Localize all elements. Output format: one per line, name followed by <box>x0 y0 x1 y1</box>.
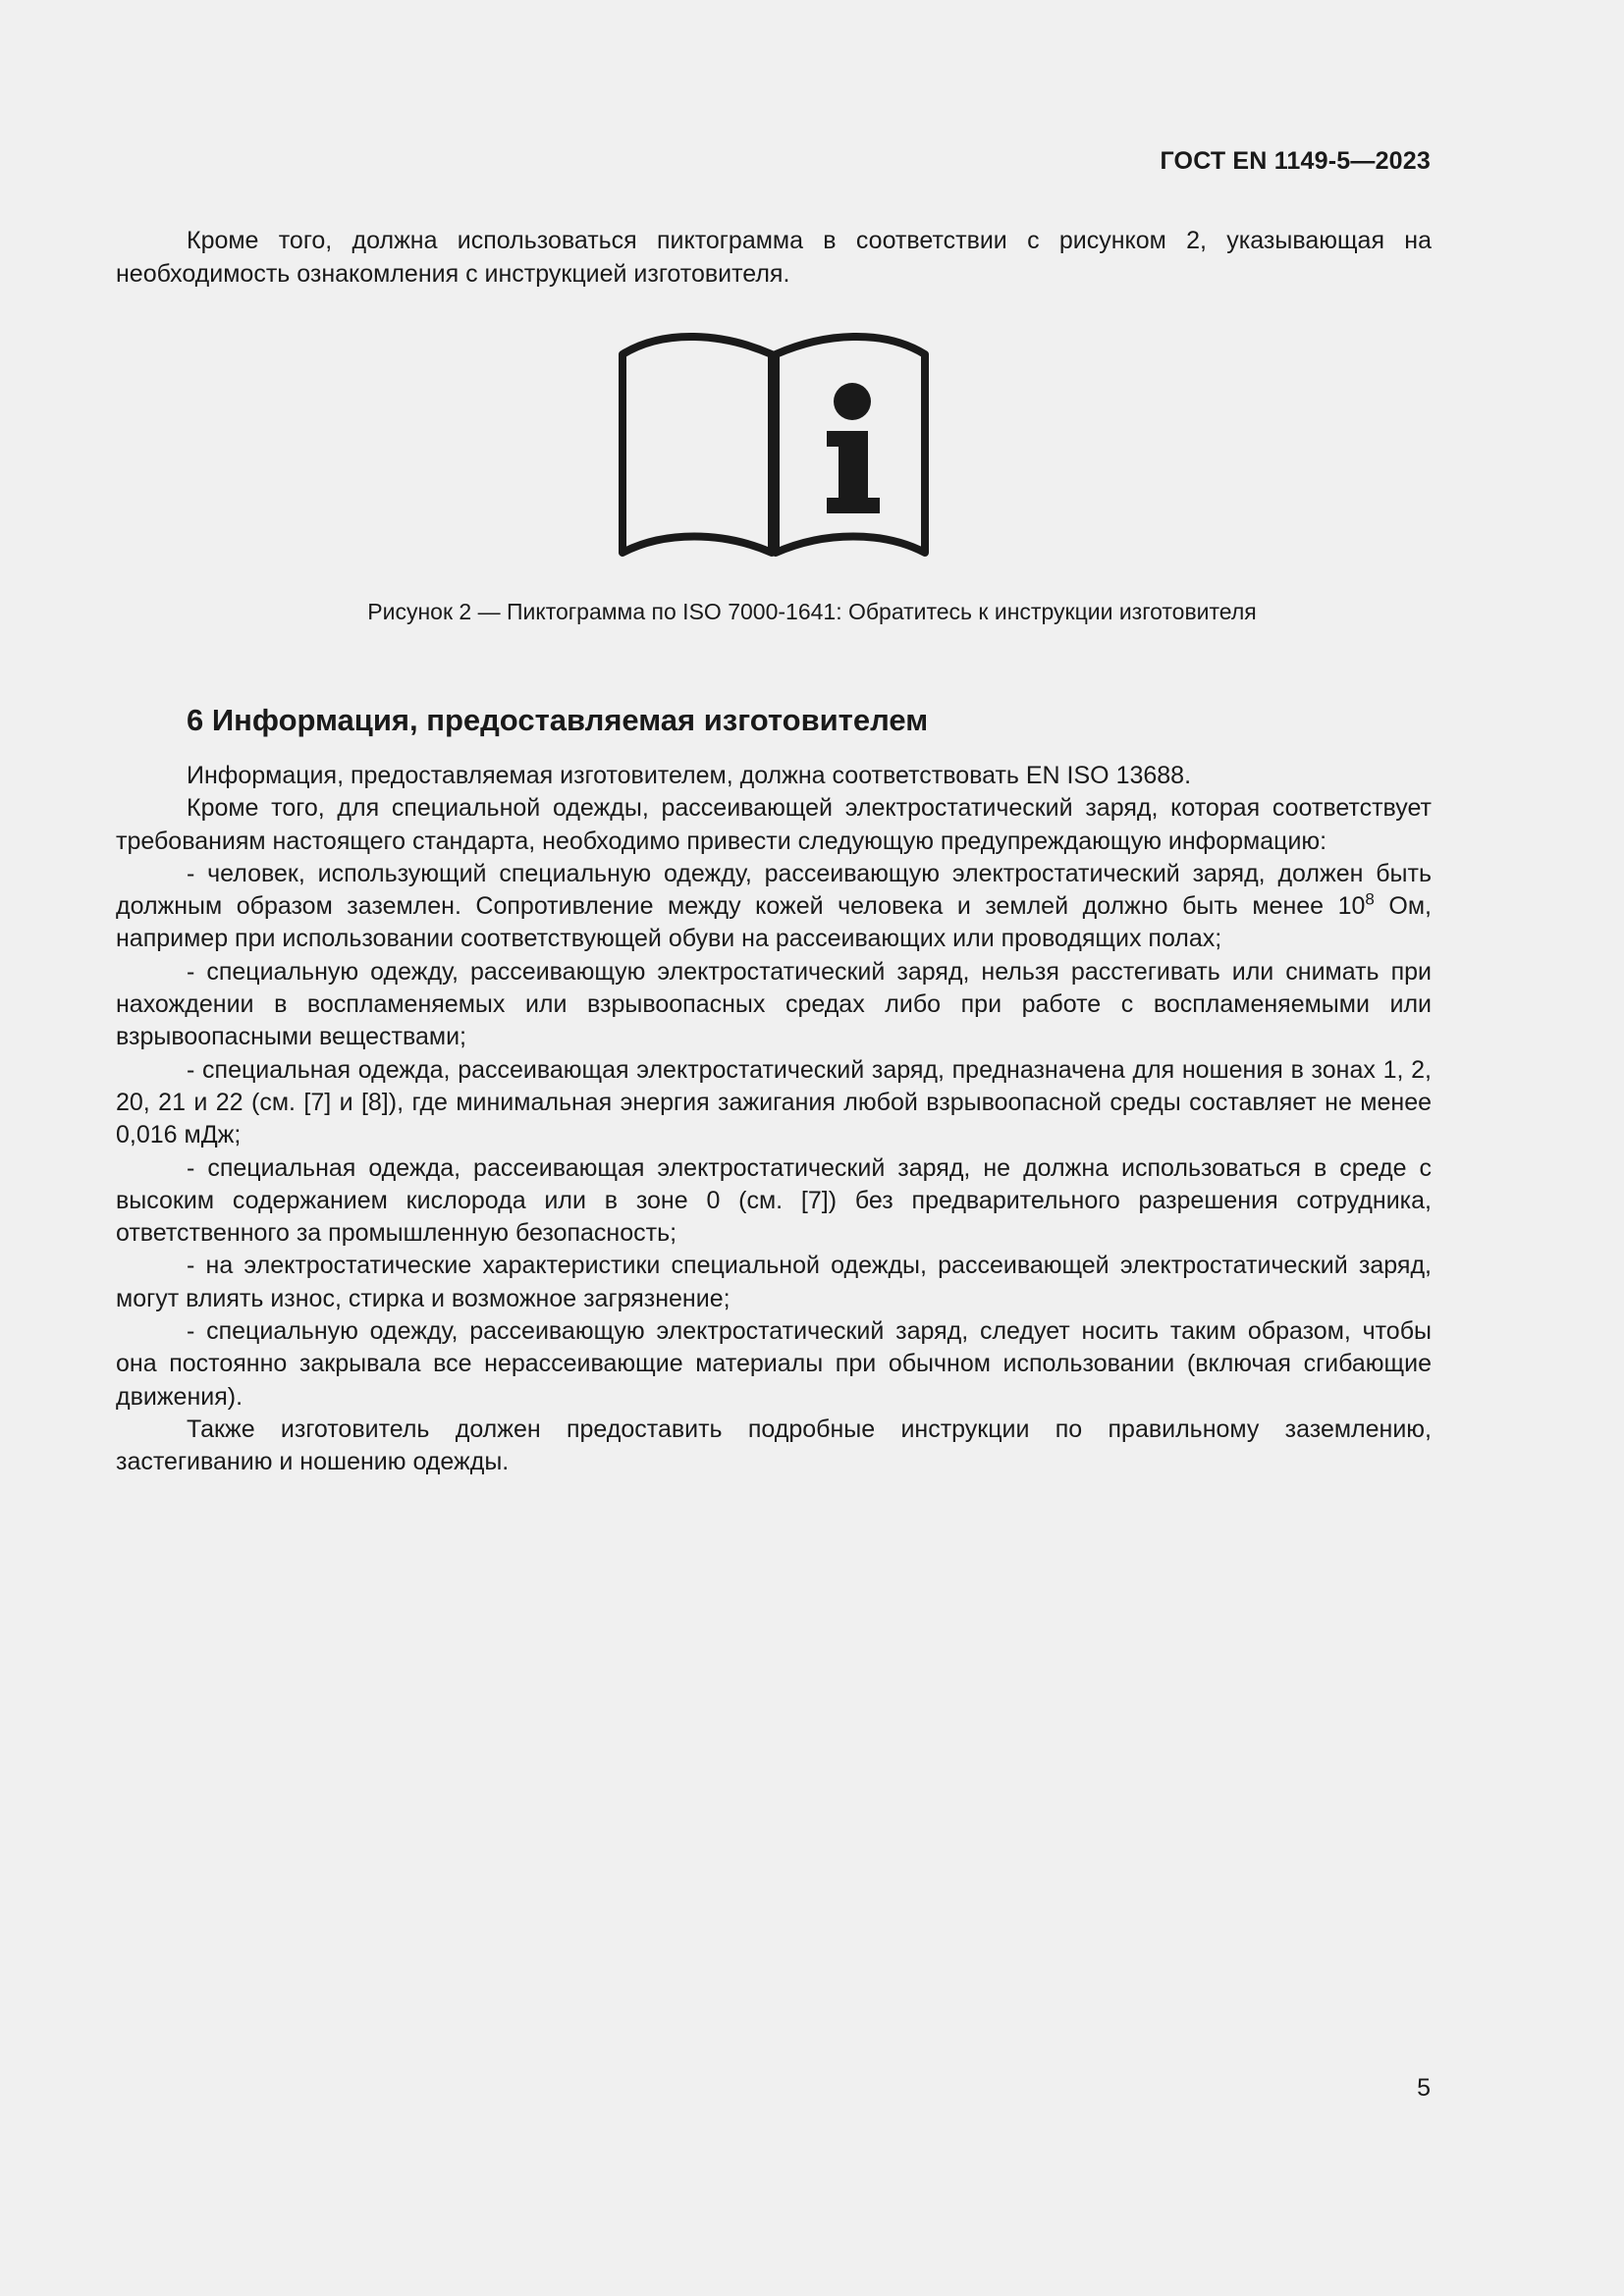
warning-item: - специальную одежду, рассеивающую электростатический заряд, следует носить таким образом, чтобы она постоянно закрывала все нерассеивающие материалы при обычном использовании (включая сгибающие движения). <box>116 1317 1432 1411</box>
read-instructions-icon <box>617 329 931 561</box>
section-heading: 6 Информация, предоставляемая изготовителем <box>187 703 929 737</box>
section-paragraph: Также изготовитель должен предоставить подробные инструкции по правильному заземлению, застегиванию и ношению одежды. <box>116 1415 1432 1476</box>
section-body <box>116 760 1432 1479</box>
section-paragraph: Кроме того, для специальной одежды, рассеивающей электростатический заряд, которая соответствует требованиям настоящего стандарта, необходимо привести следующую предупреждающую информацию: <box>116 794 1432 855</box>
page-number: 5 <box>1417 2074 1431 2102</box>
warning-item: - на электростатические характеристики специальной одежды, рассеивающей электростатический заряд, могут влиять износ, стирка и возможное загрязнение; <box>116 1252 1432 1312</box>
warning-text: Ом, например при использовании соответствующей обуви на рассеивающих или проводящих полах; <box>116 892 1433 953</box>
document-id: ГОСТ EN 1149-5—2023 <box>1160 147 1431 175</box>
warning-text: - человек, использующий специальную одежду, рассеивающую электростатический заряд, должен быть должным образом заземлен. Сопротивление между кожей человека и землей должно быть менее 10 <box>116 859 1432 921</box>
figure-caption: Рисунок 2 — Пиктограмма по ISO 7000-1641: Обратитесь к инструкции изготовителя <box>367 599 1257 624</box>
section-paragraph: Информация, предоставляемая изготовителем, должна соответствовать EN ISO 13688. <box>187 762 1192 789</box>
warning-item <box>116 858 1432 956</box>
intro-paragraph: Кроме того, должна использоваться пиктограмма в соответствии с рисунком 2, указывающая на необходимость ознакомления с инструкцией изготовителя. <box>116 227 1432 288</box>
warning-item: - специальная одежда, рассеивающая электростатический заряд, не должна использоваться в среде с высоким содержанием кислорода или в зоне 0 (см. [7]) без предварительного разрешения сотрудника, ответственного за промышленную безопасность; <box>116 1153 1432 1248</box>
warning-item: - специальная одежда, рассеивающая электростатический заряд, предназначена для ношения в зонах 1, 2, 20, 21 и 22 (см. [7] и [8]), где минимальная энергия зажигания любой взрывоопасной среды составляет не менее 0,016 мДж; <box>116 1055 1432 1149</box>
exponent: 8 <box>1365 889 1375 909</box>
warning-item: - специальную одежду, рассеивающую электростатический заряд, нельзя расстегивать или снимать при нахождении в воспламеняемых или взрывоопасных средах либо при работе с воспламеняемыми или взрывоопасными веществами; <box>116 957 1432 1051</box>
